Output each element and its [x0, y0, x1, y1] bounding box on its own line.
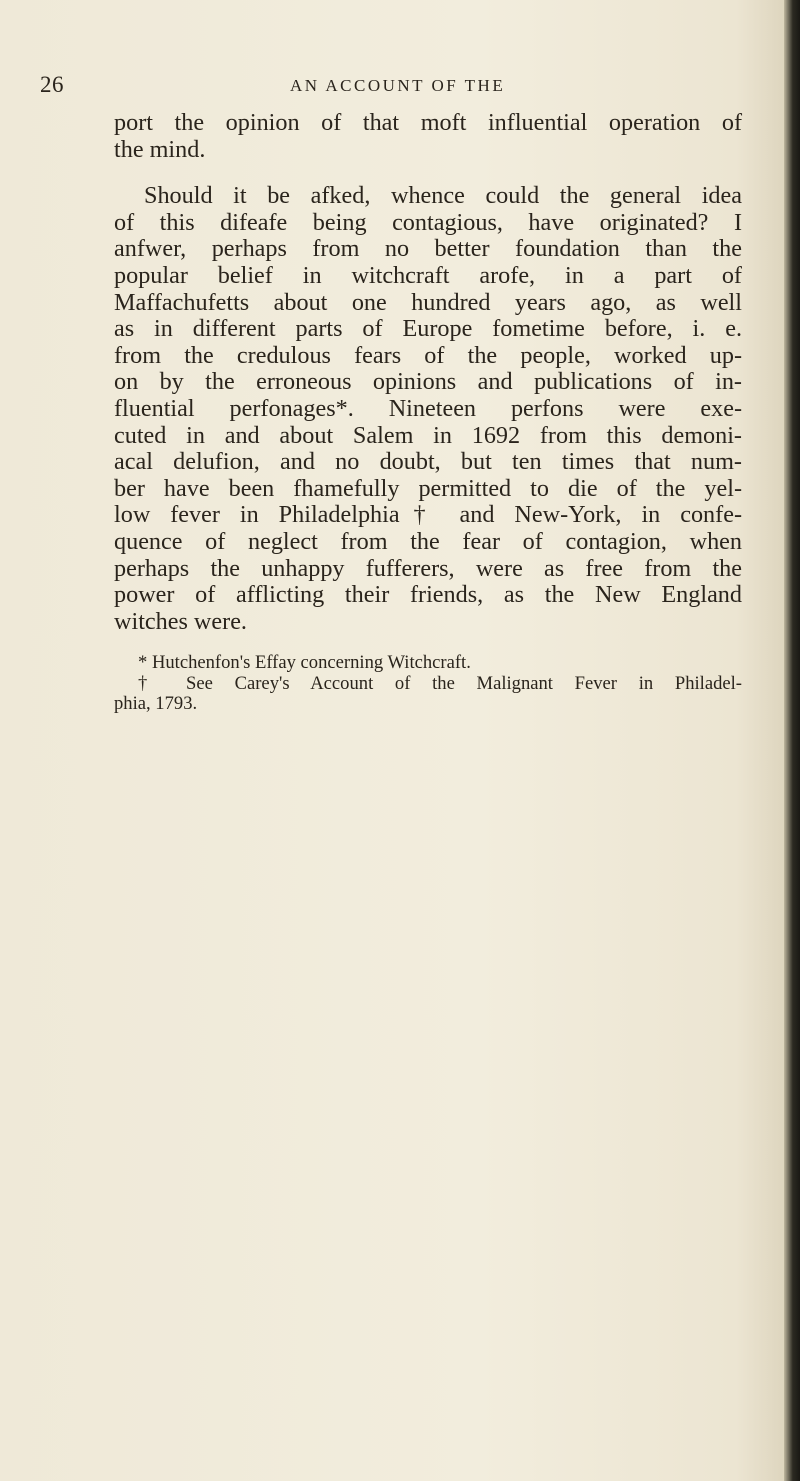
text-line: quence of neglect from the fear of contagion, when: [114, 527, 742, 555]
text-line: the mind.: [114, 135, 206, 163]
paragraph-witchcraft: [114, 183, 742, 635]
text-line: Maffachufetts about one hundred years ago, as well: [114, 288, 742, 316]
page-number: 26: [40, 72, 64, 97]
text-line: witches were.: [114, 607, 247, 635]
text-line: port the opinion of that moft influential operation of: [114, 109, 742, 136]
text-line: perhaps the unhappy fufferers, were as free from the: [114, 554, 742, 582]
text-line: as in different parts of Europe fometime before, i. e.: [114, 315, 742, 343]
running-head: AN ACCOUNT OF THE: [290, 76, 506, 95]
text-line: Should it be afked, whence could the general idea: [144, 182, 742, 210]
footnote-line: * Hutchenfon's Effay concerning Witchcraft.: [138, 652, 471, 674]
text-line: popular belief in witchcraft arofe, in a part of: [114, 261, 742, 289]
footnote-dagger: [114, 674, 742, 715]
text-line: of this difeafe being contagious, have originated? I: [114, 208, 742, 236]
footnotes: [114, 653, 742, 715]
text-line: from the credulous fears of the people, worked up-: [114, 341, 742, 369]
text-line: power of afflicting their friends, as the New England: [114, 581, 742, 609]
footnote-line: † See Carey's Account of the Malignant Fever in Philadel-: [138, 672, 742, 694]
text-line: ber have been fhamefully permitted to die of the yel-: [114, 474, 742, 502]
text-line: cuted in and about Salem in 1692 from this demoni-: [114, 421, 742, 449]
footnote-line: phia, 1793.: [114, 693, 198, 715]
footnote-star: [114, 653, 742, 674]
text-line: on by the erroneous opinions and publications of in-: [114, 368, 742, 396]
text-line: low fever in Philadelphia† and New-York, in confe-: [114, 501, 742, 529]
page-header: [40, 72, 760, 108]
paragraph-continuation: [114, 110, 742, 163]
page-edge-shadow: [784, 0, 800, 1481]
text-line: acal delufion, and no doubt, but ten times that num-: [114, 448, 742, 476]
text-line: fluential perfonages*. Nineteen perfons were exe-: [114, 394, 742, 422]
text-line: anfwer, perhaps from no better foundation than the: [114, 235, 742, 263]
body-text: [114, 110, 742, 715]
